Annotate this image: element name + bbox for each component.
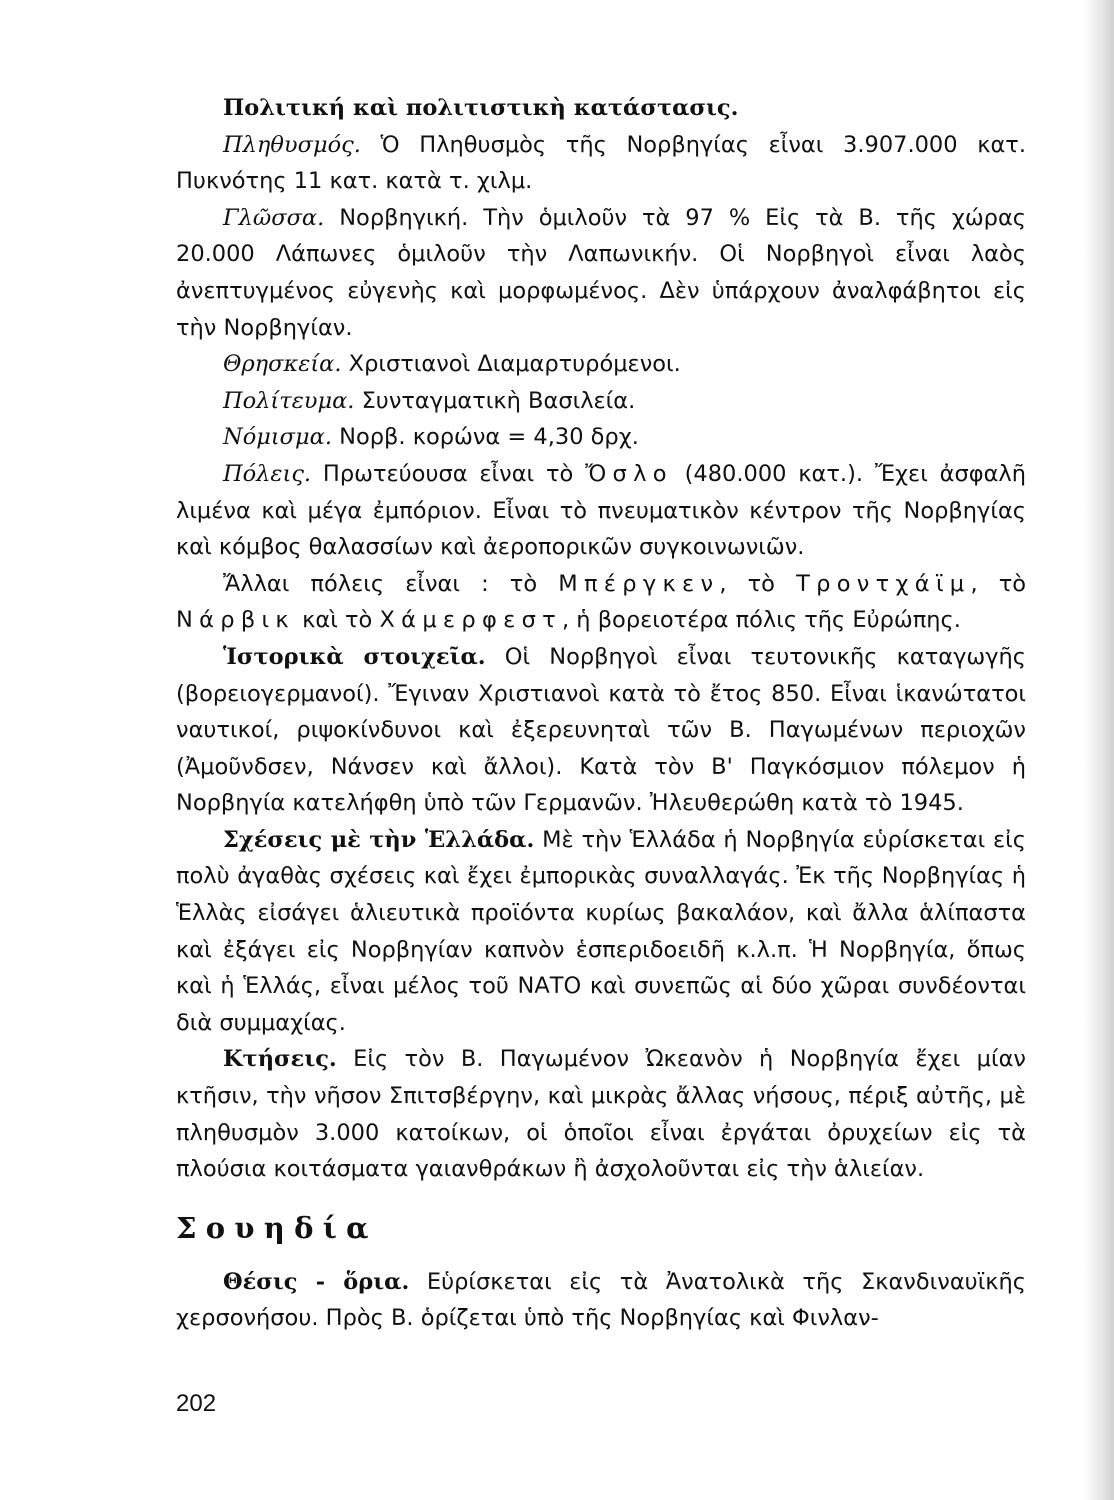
city-hammerfest: Χάμερφεστ bbox=[379, 607, 562, 634]
language-label: Γλῶσσα. bbox=[223, 204, 325, 231]
possessions-text: Εἰς τὸν Β. Παγωμένον Ὠκεανὸν ἡ Νορβηγία ἔχει μίαν κτῆσιν, τὴν νῆσον Σπιτσβέργην, καὶ μικρὰς ἄλλας νήσους, πέριξ αὐτῆς, μὲ πληθυσμὸν 3.000 κατοίκων, οἱ ὁποῖοι εἶναι ἐργάται ὀρυχείων εἰς τὰ πλούσια κοιτάσματα γαιανθράκων ἢ ἀσχολοῦνται εἰς τὴν ἁλιείαν. bbox=[176, 1046, 1026, 1183]
section-heading bbox=[176, 90, 1026, 127]
page-number: 202 bbox=[176, 1390, 217, 1417]
other-cities-text-3: , τὸ bbox=[970, 570, 1027, 597]
cities-text-1: Πρωτεύουσα εἶναι τὸ bbox=[322, 460, 574, 487]
cities-label: Πόλεις. bbox=[223, 460, 312, 487]
history-text: Οἱ Νορβηγοὶ εἶναι τευτονικῆς καταγωγῆς (βορειογερμανοί). Ἔγιναν Χριστιανοὶ κατὰ τὸ ἔτος 850. Εἶναι ἱκανώτατοι ναυτικοί, ριψοκίνδυνοι καὶ ἐξερευνηταὶ τῶν Β. Παγωμένων περιοχῶν (Ἀμοῦνδσεν, Νάνσεν καὶ ἄλλοι). Κατὰ τὸν Β' Παγκόσμιον πόλεμον ἡ Νορβηγία κατελήφθη ὑπὸ τῶν Γερμανῶν. Ἠλευθερώθη κατὰ τὸ 1945. bbox=[176, 643, 1027, 817]
position-label: Θέσις - ὅρια. bbox=[223, 1268, 410, 1295]
history-label: Ἱστορικὰ στοιχεῖα. bbox=[223, 643, 486, 670]
relations-label: Σχέσεις μὲ τὴν Ἑλλάδα. bbox=[223, 826, 535, 853]
paragraph-relations bbox=[176, 822, 1026, 1042]
city-narvik: Νάρβικ bbox=[176, 607, 295, 634]
paragraph-other-cities bbox=[176, 566, 1026, 639]
paragraph-language bbox=[176, 200, 1026, 346]
possessions-label: Κτήσεις. bbox=[223, 1046, 337, 1073]
section-title-sweden: Σουηδία bbox=[176, 1210, 378, 1245]
position-text: Εὑρίσκεται εἰς τὰ Ἀνατολικὰ τῆς Σκανδιναυϊκῆς χερσονήσου. Πρὸς Β. ὁρίζεται ὑπὸ τῆς Νορβηγίας καὶ Φινλαν- bbox=[176, 1268, 1027, 1332]
other-cities-text-1: Ἄλλαι πόλεις εἶναι : τὸ bbox=[223, 570, 538, 597]
polity-label: Πολίτευμα. bbox=[223, 387, 355, 414]
paragraph-history bbox=[176, 639, 1026, 822]
city-oslo: Ὄσλο bbox=[585, 460, 673, 487]
paragraph-position bbox=[176, 1264, 1026, 1337]
heading-text: Πολιτική καὶ πολιτιστικὴ κατάστασις. bbox=[223, 95, 739, 121]
currency-label: Νόμισμα. bbox=[223, 424, 333, 451]
paragraph-religion bbox=[176, 346, 1026, 383]
polity-text: Συνταγματικὴ Βασιλεία. bbox=[361, 387, 636, 414]
paragraph-currency bbox=[176, 419, 1026, 456]
population-text: Ὁ Πληθυσμὸς τῆς Νορβηγίας εἶναι 3.907.000 κατ. Πυκνότης 11 κατ. κατὰ τ. χιλμ. bbox=[176, 131, 1027, 195]
religion-text: Χριστιανοὶ Διαμαρτυρόμενοι. bbox=[348, 351, 681, 378]
paragraph-population bbox=[176, 127, 1026, 200]
population-label: Πληθυσμός. bbox=[223, 131, 361, 158]
city-bergen: Μπέργκεν bbox=[558, 570, 720, 597]
paragraph-cities bbox=[176, 456, 1026, 566]
scan-edge-shadow bbox=[1084, 0, 1114, 1500]
paragraph-polity bbox=[176, 383, 1026, 420]
cities-text-2: (480.000 κατ.). Ἔχει ἀσφαλῆ λιμένα καὶ μέγα ἐμπόριον. Εἶναι τὸ πνευματικὸν κέντρον τῆς Νορβηγίας καὶ κόμβος θαλασσίων καὶ ἀεροπορικῶν συγκοινωνιῶν. bbox=[176, 460, 1026, 561]
currency-text: Νορβ. κορώνα = 4,30 δρχ. bbox=[339, 424, 639, 451]
other-cities-text-4: καὶ τὸ bbox=[302, 607, 373, 634]
city-trondheim: Τροντχάϊμ bbox=[796, 570, 971, 597]
other-cities-text-5: , ἡ βορειοτέρα πόλις τῆς Εὐρώπης. bbox=[561, 607, 961, 634]
paragraph-possessions bbox=[176, 1041, 1026, 1187]
other-cities-text-2: , τὸ bbox=[719, 570, 775, 597]
religion-label: Θρησκεία. bbox=[223, 351, 342, 378]
language-text: Νορβηγική. Τὴν ὁμιλοῦν τὰ 97 % Εἰς τὰ Β. τῆς χώρας 20.000 Λάπωνες ὁμιλοῦν τὴν Λαπωνικήν. Οἱ Νορβηγοὶ εἶναι λαὸς ἀνεπτυγμένος εὐγενὴς καὶ μορφωμένος. Δὲν ὑπάρχουν ἀναλφάβητοι εἰς τὴν Νορβηγίαν. bbox=[176, 204, 1026, 341]
page-body bbox=[176, 90, 1026, 1337]
relations-text: Μὲ τὴν Ἑλλάδα ἡ Νορβηγία εὑρίσκεται εἰς πολὺ ἀγαθὰς σχέσεις καὶ ἔχει ἐμπορικὰς συναλλαγάς. Ἐκ τῆς Νορβηγίας ἡ Ἑλλὰς εἰσάγει ἁλιευτικὰ προϊόντα κυρίως βακαλάον, καὶ ἄλλα ἁλίπαστα καὶ ἐξάγει εἰς Νορβηγίαν καπνὸν ἑσπεριδοειδῆ κ.λ.π. Ἡ Νορβηγία, ὅπως καὶ ἡ Ἑλλάς, εἶναι μέλος τοῦ ΝΑΤΟ καὶ συνεπῶς αἱ δύο χῶραι συνδέονται διὰ συμμαχίας. bbox=[176, 826, 1026, 1036]
